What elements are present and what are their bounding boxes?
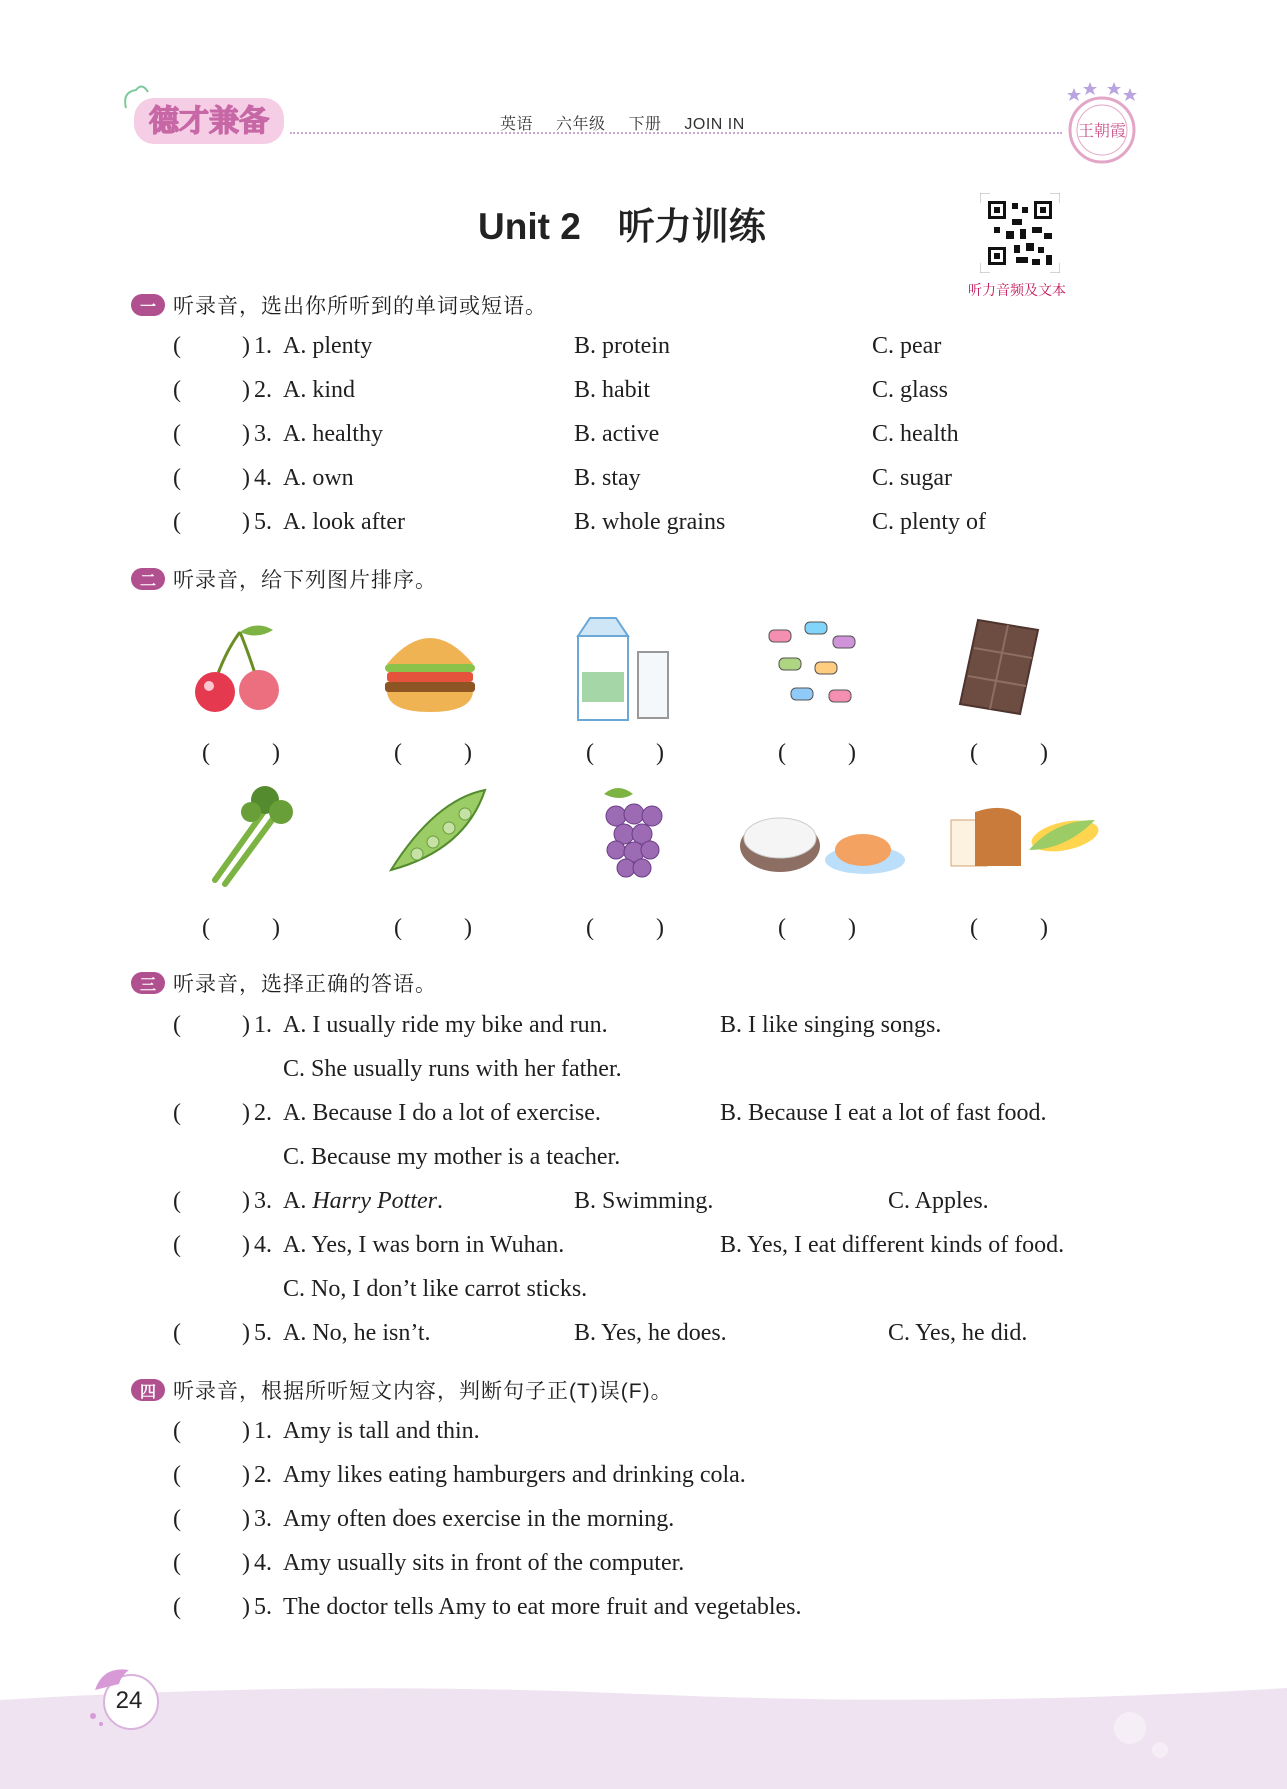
order-blank-open[interactable]: ( — [778, 915, 786, 941]
question-number: 1. — [254, 1012, 272, 1038]
order-blank-close: ) — [656, 915, 664, 941]
question-number: 5. — [254, 1594, 272, 1620]
option-a: A. No, he isn’t. — [283, 1320, 431, 1346]
logo-text: 德才兼备 — [149, 104, 269, 139]
seal-text: 王朝霞 — [1077, 121, 1127, 140]
option-b: B. Yes, I eat different kinds of food. — [720, 1232, 1065, 1258]
brand-logo — [118, 78, 293, 148]
order-blank-open[interactable]: ( — [970, 740, 978, 766]
hamburger-icon — [375, 612, 485, 722]
candies-icon — [755, 606, 865, 716]
option-c: C. Yes, he did. — [888, 1320, 1028, 1346]
option-c: C. No, I don’t like carrot sticks. — [283, 1276, 588, 1302]
section-2-heading — [131, 566, 437, 592]
order-blank-open[interactable]: ( — [778, 740, 786, 766]
qr-caption: 听力音频及文本 — [968, 282, 1066, 298]
section-2-badge: 二 — [131, 568, 165, 590]
order-blank-open[interactable]: ( — [586, 915, 594, 941]
rice-chicken-icon — [735, 780, 910, 890]
answer-blank-close: ) — [242, 1188, 250, 1214]
answer-blank-close: ) — [242, 1232, 250, 1258]
chocolate-icon — [948, 612, 1058, 722]
answer-blank-open[interactable]: ( — [173, 1594, 181, 1620]
peas-icon — [385, 780, 495, 890]
question-number: 2. — [254, 1100, 272, 1126]
option-a: A. kind — [283, 377, 355, 403]
order-blank-close: ) — [1040, 915, 1048, 941]
order-blank-open[interactable]: ( — [394, 740, 402, 766]
section-1-instruction: 听录音，选出你所听到的单词或短语。 — [173, 295, 547, 318]
bread-corn-icon — [945, 780, 1105, 890]
order-blank-close: ) — [656, 740, 664, 766]
order-blank-open[interactable]: ( — [586, 740, 594, 766]
question-number: 1. — [254, 333, 272, 359]
qr-code-icon[interactable] — [980, 193, 1060, 273]
answer-blank-close: ) — [242, 1550, 250, 1576]
question-number: 3. — [254, 421, 272, 447]
order-blank-open[interactable]: ( — [202, 740, 210, 766]
option-a: A. Because I do a lot of exercise. — [283, 1100, 601, 1126]
option-c: C. She usually runs with her father. — [283, 1056, 622, 1082]
answer-blank-open[interactable]: ( — [173, 1506, 181, 1532]
option-b: B. protein — [574, 333, 670, 359]
question-number: 5. — [254, 1320, 272, 1346]
cherries-icon — [185, 612, 295, 722]
answer-blank-close: ) — [242, 377, 250, 403]
milk-icon — [568, 612, 678, 722]
order-blank-open[interactable]: ( — [970, 915, 978, 941]
option-a: A. plenty — [283, 333, 373, 359]
option-c: C. glass — [872, 377, 949, 403]
answer-blank-close: ) — [242, 1012, 250, 1038]
answer-blank-open[interactable]: ( — [173, 1188, 181, 1214]
section-4-badge: 四 — [131, 1379, 165, 1401]
question-number: 1. — [254, 1418, 272, 1444]
order-blank-open[interactable]: ( — [394, 915, 402, 941]
section-4-heading — [131, 1377, 673, 1403]
option-a: A. I usually ride my bike and run. — [283, 1012, 608, 1038]
order-blank-close: ) — [848, 915, 856, 941]
header-meta — [500, 111, 763, 134]
statement-text: Amy is tall and thin. — [283, 1418, 480, 1444]
option-a: A. Yes, I was born in Wuhan. — [283, 1232, 565, 1258]
answer-blank-open[interactable]: ( — [173, 421, 181, 447]
section-3-heading — [131, 970, 437, 996]
question-number: 5. — [254, 509, 272, 535]
option-b: B. Yes, he does. — [574, 1320, 727, 1346]
answer-blank-close: ) — [242, 421, 250, 447]
answer-blank-close: ) — [242, 1462, 250, 1488]
section-1-heading — [131, 292, 547, 318]
page-title: Unit 2 听力训练 — [478, 206, 766, 247]
answer-blank-close: ) — [242, 333, 250, 359]
option-c: C. Because my mother is a teacher. — [283, 1144, 621, 1170]
section-3-instruction: 听录音，选择正确的答语。 — [173, 973, 437, 996]
option-c: C. health — [872, 421, 959, 447]
section-4-instruction: 听录音，根据所听短文内容，判断句子正(T)误(F)。 — [173, 1380, 673, 1403]
option-a-suffix: . — [437, 1188, 443, 1214]
page-number: 24 — [115, 1687, 143, 1714]
answer-blank-open[interactable]: ( — [173, 333, 181, 359]
option-a — [283, 1188, 443, 1215]
order-blank-close: ) — [848, 740, 856, 766]
statement-text: Amy likes eating hamburgers and drinking cola. — [283, 1462, 746, 1488]
option-b: B. active — [574, 421, 660, 447]
question-number: 4. — [254, 1550, 272, 1576]
option-b: B. stay — [574, 465, 641, 491]
header-edition: JOIN IN — [684, 116, 745, 133]
header-volume: 下册 — [628, 116, 662, 133]
answer-blank-open[interactable]: ( — [173, 509, 181, 535]
option-b: B. habit — [574, 377, 650, 403]
option-b: B. Swimming. — [574, 1188, 714, 1214]
answer-blank-close: ) — [242, 1320, 250, 1346]
option-a: A. healthy — [283, 421, 383, 447]
question-number: 4. — [254, 465, 272, 491]
option-c: C. Apples. — [888, 1188, 989, 1214]
grapes-icon — [578, 780, 688, 890]
question-number: 3. — [254, 1506, 272, 1532]
answer-blank-open[interactable]: ( — [173, 1418, 181, 1444]
answer-blank-open[interactable]: ( — [173, 1462, 181, 1488]
answer-blank-close: ) — [242, 1594, 250, 1620]
answer-blank-close: ) — [242, 1506, 250, 1532]
brand-seal-icon — [1062, 78, 1142, 168]
answer-blank-open[interactable]: ( — [173, 1320, 181, 1346]
answer-blank-close: ) — [242, 1418, 250, 1444]
answer-blank-open[interactable]: ( — [173, 377, 181, 403]
statement-text: The doctor tells Amy to eat more fruit and vegetables. — [283, 1594, 802, 1620]
option-c: C. sugar — [872, 465, 952, 491]
section-3-badge: 三 — [131, 972, 165, 994]
order-blank-open[interactable]: ( — [202, 915, 210, 941]
answer-blank-open[interactable]: ( — [173, 1550, 181, 1576]
option-a-prefix: A. — [283, 1188, 313, 1214]
question-number: 3. — [254, 1188, 272, 1214]
celery-icon — [195, 780, 305, 890]
footer-decoration — [0, 1680, 1287, 1789]
option-c: C. plenty of — [872, 509, 986, 535]
answer-blank-open[interactable]: ( — [173, 1100, 181, 1126]
order-blank-close: ) — [272, 740, 280, 766]
order-blank-close: ) — [1040, 740, 1048, 766]
option-b: B. I like singing songs. — [720, 1012, 942, 1038]
statement-text: Amy often does exercise in the morning. — [283, 1506, 675, 1532]
question-number: 2. — [254, 377, 272, 403]
option-b: B. Because I eat a lot of fast food. — [720, 1100, 1047, 1126]
order-blank-close: ) — [272, 915, 280, 941]
option-c: C. pear — [872, 333, 942, 359]
header-subject: 英语 — [500, 116, 534, 133]
book-title: Harry Potter — [312, 1188, 437, 1214]
answer-blank-close: ) — [242, 1100, 250, 1126]
order-blank-close: ) — [464, 740, 472, 766]
question-number: 4. — [254, 1232, 272, 1258]
answer-blank-open[interactable]: ( — [173, 465, 181, 491]
section-2-instruction: 听录音，给下列图片排序。 — [173, 569, 437, 592]
answer-blank-close: ) — [242, 465, 250, 491]
answer-blank-open[interactable]: ( — [173, 1012, 181, 1038]
option-a: A. look after — [283, 509, 405, 535]
header-grade: 六年级 — [555, 116, 606, 133]
statement-text: Amy usually sits in front of the computer. — [283, 1550, 685, 1576]
section-1-badge: 一 — [131, 294, 165, 316]
option-a: A. own — [283, 465, 354, 491]
question-number: 2. — [254, 1462, 272, 1488]
order-blank-close: ) — [464, 915, 472, 941]
answer-blank-open[interactable]: ( — [173, 1232, 181, 1258]
option-b: B. whole grains — [574, 509, 726, 535]
answer-blank-close: ) — [242, 509, 250, 535]
